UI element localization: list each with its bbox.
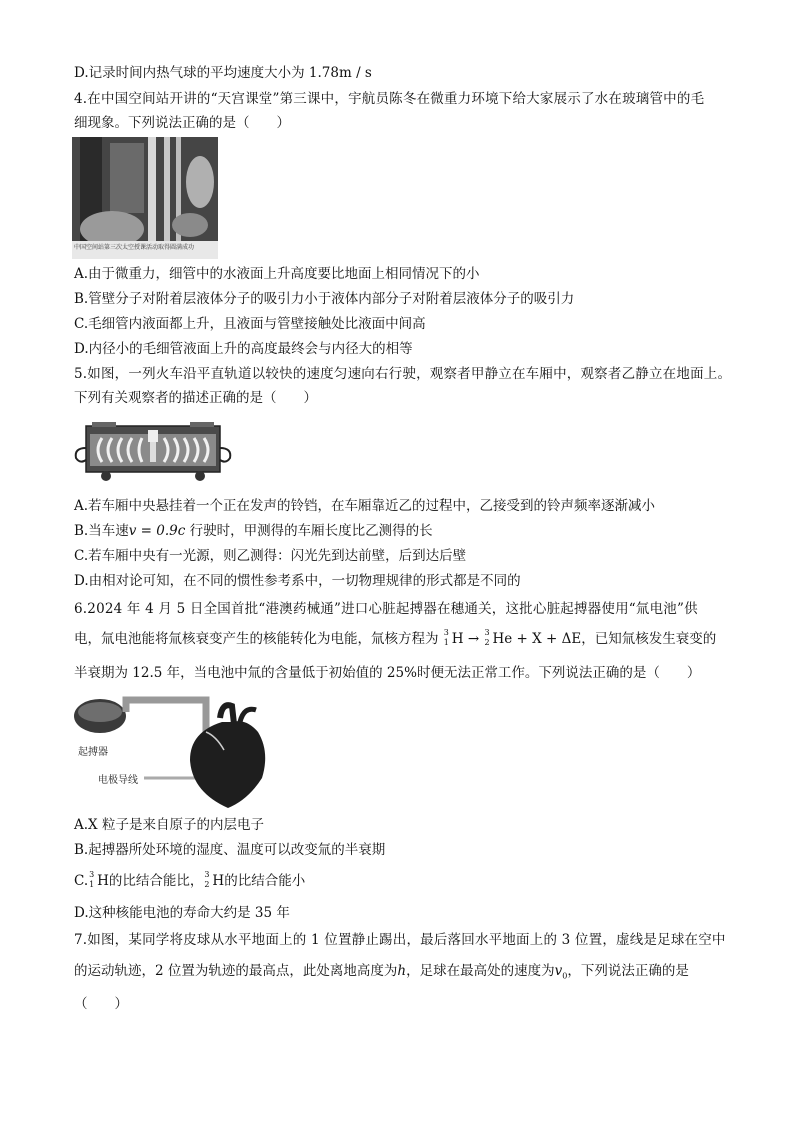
fig-label-pacemaker: 起搏器 <box>78 747 108 758</box>
q4-stem-line1: 4.在中国空间站开讲的“天宫课堂”第三课中，宇航员陈冬在微重力环境下给大家展示了水在玻璃管中的毛 <box>74 91 705 107</box>
q5-option-b-pre: B.当车速 <box>74 523 129 539</box>
var-v0-sub: 0 <box>562 971 568 981</box>
q4-option-d: D.内径小的毛细管液面上升的高度最终会与内径大的相等 <box>74 341 413 357</box>
q4-option-a: A.由于微重力，细管中的水液面上升高度要比地面上相同情况下的小 <box>74 266 480 282</box>
tritium-mass-number: 3 <box>443 628 449 637</box>
q6-stem-line2-post: ，已知氚核发生衰变的 <box>581 631 717 647</box>
q6-option-a: A.X 粒子是来自原子的内层电子 <box>74 817 264 833</box>
capillary-demo-photo-image <box>72 137 218 259</box>
helium-charge-number-c: 2 <box>204 880 210 889</box>
q6-stem-line2 <box>74 629 716 649</box>
q5-stem-line1: 5.如图，一列火车沿平直轨道以较快的速度匀速向右行驶，观察者甲静立在车厢中，观察者乙静立在地面上。 <box>74 366 732 382</box>
fig-label-wire: 电极导线 <box>98 775 138 786</box>
q7-stem-line2 <box>74 961 689 987</box>
q4-option-c: C.毛细管内液面都上升，且液面与管壁接触处比液面中间高 <box>74 316 426 332</box>
reaction-arrow: → <box>467 631 480 647</box>
var-h: h <box>397 963 407 979</box>
tritium-mass-number-c: 3 <box>89 870 95 879</box>
tritium-symbol-c: H <box>97 873 109 889</box>
tritium-charge-number: 1 <box>443 638 449 647</box>
q4-option-b: B.管壁分子对附着层液体分子的吸引力小于液体内部分子对附着层液体分子的吸引力 <box>74 291 575 307</box>
q5-option-b-post: 行驶时，甲测得的车厢长度比乙测得的长 <box>185 523 433 539</box>
q6-stem-line1: 6.2024 年 4 月 5 日全国首批“港澳药械通”进口心脏起搏器在穗通关，这批心脏起搏器使用“氚电池”供 <box>74 601 698 617</box>
train-carriage-figure <box>72 418 234 486</box>
q6-option-c-mid: 的比结合能比， <box>108 873 204 889</box>
q3-option-d: D.记录时间内热气球的平均速度大小为 1.78m / s <box>74 65 372 81</box>
tritium-charge-number-c: 1 <box>89 880 95 889</box>
q6-stem-line3: 半衰期为 12.5 年，当电池中氚的含量低于初始值的 25%时便无法正常工作。下列说法正确的是（ ） <box>74 665 701 681</box>
helium-symbol-c: H <box>212 873 225 889</box>
pacemaker-figure <box>72 692 272 810</box>
helium-nuclide <box>483 629 492 649</box>
q5-option-d: D.由相对论可知，在不同的惯性参考系中，一切物理规律的形式都是不同的 <box>74 573 521 589</box>
helium-nuclide-c <box>203 871 212 891</box>
q5-option-b <box>74 521 433 541</box>
photo-caption: 中国空间站第三次太空授课活动取得圆满成功 <box>74 244 195 251</box>
tritium-symbol: H <box>451 631 464 647</box>
q4-stem-line2: 细现象。下列说法正确的是（ ） <box>74 115 290 131</box>
q6-option-c <box>74 871 305 891</box>
q5-option-c: C.若车厢中央有一光源，则乙测得：闪光先到达前壁，后到达后壁 <box>74 548 467 564</box>
helium-mass-number-c: 3 <box>204 870 210 879</box>
q5-option-b-formula: v = 0.9c <box>128 523 186 539</box>
q7-stem-line2-mid: ，足球在最高处的速度为 <box>406 963 555 979</box>
tiangong-classroom-photo <box>72 137 218 259</box>
q7-stem-line2-pre: 的运动轨迹，2 位置为轨迹的最高点，此处离地高度为 <box>74 963 398 979</box>
q7-stem-line2-post: ，下列说法正确的是 <box>567 963 689 979</box>
q5-option-a: A.若车厢中央悬挂着一个正在发声的铃铛，在车厢靠近乙的过程中，乙接受到的铃声频率逐渐减小 <box>74 498 656 514</box>
helium-symbol: He <box>492 631 513 647</box>
helium-mass-number: 3 <box>484 628 490 637</box>
helium-charge-number: 2 <box>484 638 490 647</box>
q6-option-d: D.这种核能电池的寿命大约是 35 年 <box>74 905 290 921</box>
equation-rest: + X + ΔE <box>516 631 582 647</box>
q6-option-b: B.起搏器所处环境的湿度、温度可以改变氚的半衰期 <box>74 842 386 858</box>
var-v0: v <box>554 963 563 979</box>
train-with-wavefronts-drawing <box>72 418 234 486</box>
q5-stem-line2: 下列有关观察者的描述正确的是（ ） <box>74 390 317 406</box>
tritium-nuclide <box>443 629 452 649</box>
q6-stem-line2-pre: 电，氚电池能将氚核衰变产生的核能转化为电能，氚核方程为 <box>74 631 439 647</box>
q7-stem-line1: 7.如图，某同学将皮球从水平地面上的 1 位置静止踢出，最后落回水平地面上的 3 位置，虚线是足球在空中 <box>74 932 726 948</box>
q6-option-c-post: 的比结合能小 <box>224 873 306 889</box>
q6-option-c-pre: C. <box>74 873 89 889</box>
tritium-nuclide-c <box>88 871 97 891</box>
q7-stem-line3: （ ） <box>74 996 128 1012</box>
